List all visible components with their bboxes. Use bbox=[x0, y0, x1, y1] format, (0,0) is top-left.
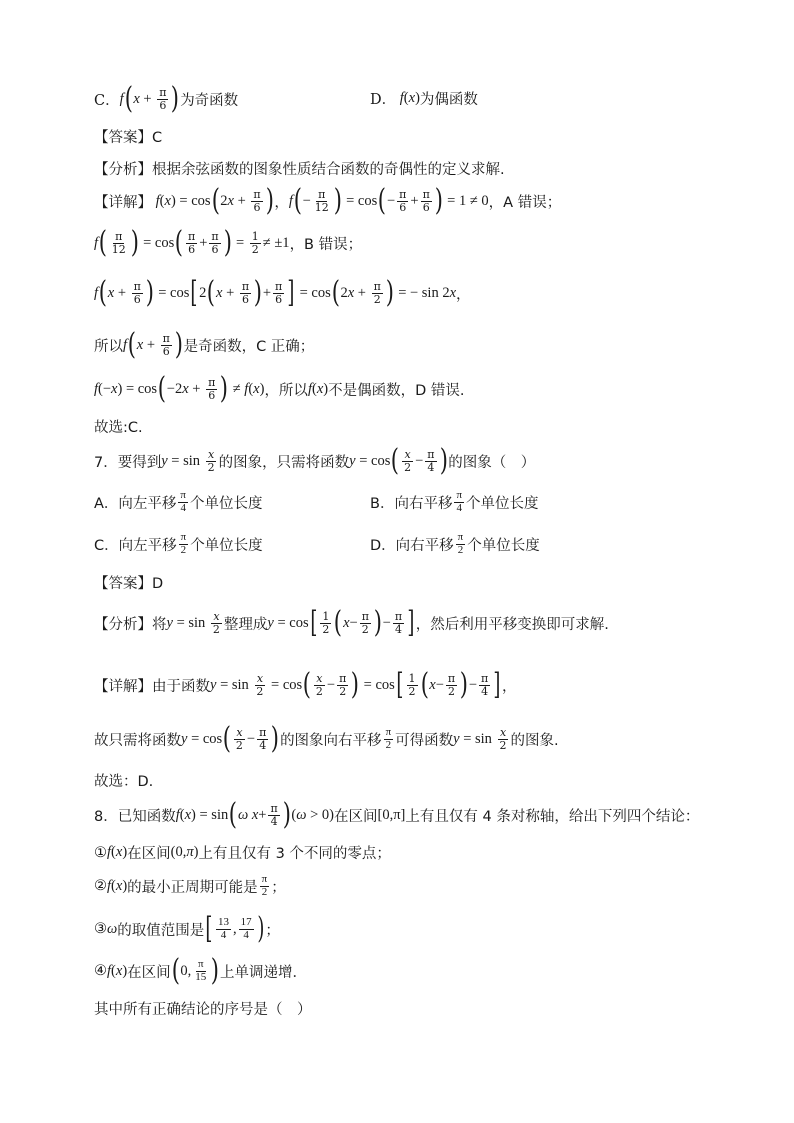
q8-statement-3: ③ ω 的取值范围是 [ 13 4 , 17 4 ) ； bbox=[94, 911, 280, 946]
q7-option-a: A．向左平移 π 4 个单位长度 bbox=[94, 489, 263, 514]
q7-option-b: B．向右平移 π 4 个单位长度 bbox=[370, 489, 539, 514]
q6-detail-c2: 所以 f ( x + $\frac{\pi}{6}$ ) 是奇函数，C 正确； bbox=[94, 327, 315, 362]
q8-statement-2: ② f ( x ) 的最小正周期可能是 π 2 ； bbox=[94, 873, 286, 898]
q6-detail-c: f ( x + $\frac{\pi}{6}$ ) = cos [ 2 ( x + $\frac{\pi}{6}$ ) + $\frac{\pi}{6}$ ] = cos ( 2 x + $\frac{\pi}{2}$ ) = − sin 2 x ， bbox=[94, 275, 471, 310]
q6-detail-d: f (− x ) = cos ( −2 x + $\frac{\pi}{6}$ ) ≠ f ( x ) ，所以 f ( x ) 不是偶函数，D 错误. bbox=[94, 371, 465, 406]
q7-answer: 【答案】D bbox=[94, 576, 164, 592]
q6-option-c: C． f ( x + $\frac{\pi}{6}$ ) 为奇函数 bbox=[94, 81, 239, 116]
q7-option-c: C．向左平移 π 2 个单位长度 bbox=[94, 531, 263, 556]
q6-answer: 【答案】C bbox=[94, 130, 163, 146]
q7-choice: 故选：D. bbox=[94, 774, 154, 790]
q8-final: 其中所有正确结论的序号是（ ） bbox=[94, 1002, 312, 1018]
q8-stem: 8．已知函数 f ( x ) = sin ( ω x + $\frac{\pi}{4}$ ) ( ω > 0) 在区间 [0,π] 上有且仅有 4 条对称轴，给出下列四个结论： bbox=[94, 797, 700, 832]
q6-option-d: D． f ( x ) 为偶函数 bbox=[370, 90, 478, 108]
q7-detail: 【详解】由于函数 y = sin $\frac{x}{2}$ = cos ( x 2 − $\frac{\pi}{2}$ ) = cos [ 1 2 ( x − $\frac{\pi}{2}$ ) − $\frac{\pi}{4}$ ] ， bbox=[94, 667, 517, 702]
q6-detail-b: f ( π 12 ) = cos ( π 6 + $\frac{\pi}{6}$ ) = $\frac{1}{2}$ ≠ ±1 ，B 错误； bbox=[94, 225, 363, 260]
q6-analysis: 【分析】根据余弦函数的图象性质结合函数的奇偶性的定义求解. bbox=[94, 162, 505, 178]
q6-choice: 故选:C. bbox=[94, 420, 143, 436]
q7-analysis: 【分析】将 y = sin x 2 整理成 y = cos [ 1 2 ( x − $\frac{\pi}{2}$ ) − $\frac{\pi}{4}$ ] ，然后利用平移变换即可求解. bbox=[94, 605, 609, 640]
q8-statement-1: ① f ( x ) 在区间 (0, π ) 上有且仅有 3 个不同的零点； bbox=[94, 844, 391, 862]
q8-statement-4: ④ f ( x ) 在区间 ( 0, π 15 ) 上单调递增． bbox=[94, 953, 307, 988]
q7-option-d: D．向右平移 π 2 个单位长度 bbox=[370, 531, 540, 556]
q7-stem: 7．要得到 y = sin x 2 的图象，只需将函数 y = cos ( x 2 − $\frac{\pi}{4}$ ) 的图象（ ） bbox=[94, 443, 536, 478]
q7-detail-2: 故只需将函数 y = cos ( x 2 − $\frac{\pi}{4}$ ) 的图象向右平移 π 2 可得函数 y = sin x 2 的图象. bbox=[94, 721, 559, 756]
q6-detail-a: 【详解】 f ( x ) = cos ( 2 x + $\frac{\pi}{6}$ ) ， f ( − $\frac{\pi}{12}$ ) = cos ( − $\frac{\pi}{6}$ + $\frac{\pi}{6}$ ) = 1 ≠ 0 ，A 错误； bbox=[94, 183, 562, 218]
